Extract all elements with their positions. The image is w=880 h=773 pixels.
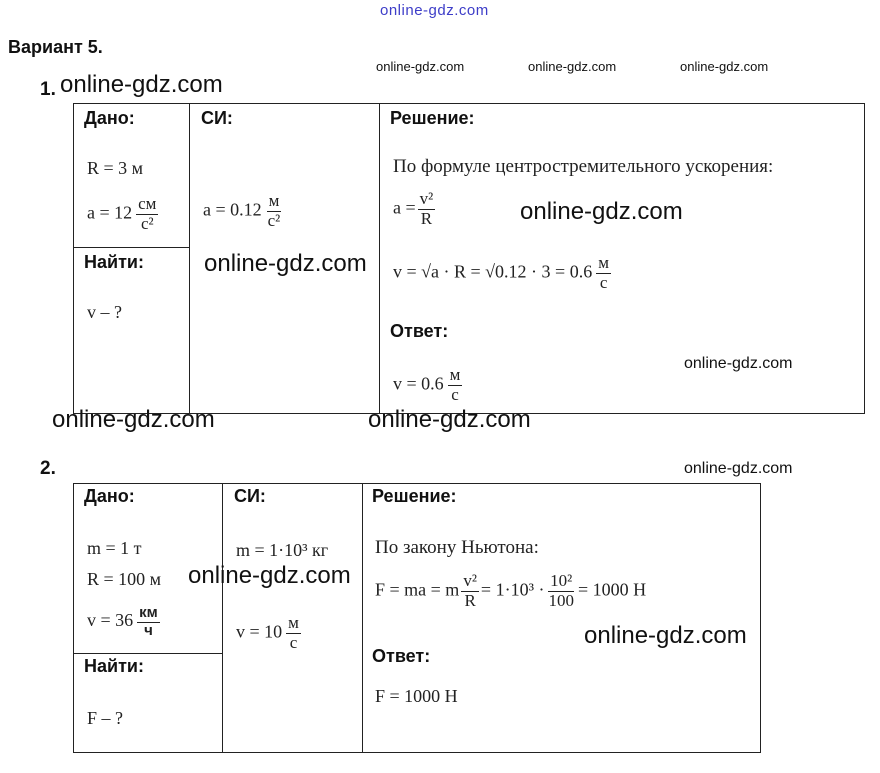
formula-force: F = ma = m $\frac{\text{v²}}{R}$ = 1·10³ · $\frac{\text{10²}}{100}$ = 1000 Н — [375, 571, 647, 610]
watermark: online-gdz.com — [52, 406, 215, 433]
watermark: online-gdz.com — [188, 562, 351, 589]
problem-number: 2. — [40, 458, 56, 479]
si-mass: m = 1·10³ кг — [236, 540, 329, 560]
watermark: online-gdz.com — [528, 59, 617, 74]
find-value: v – ? — [87, 302, 122, 322]
problem-number: 1. — [40, 79, 56, 100]
answer-header: Ответ: — [390, 321, 449, 341]
watermark: online-gdz.com — [680, 59, 769, 74]
watermark: online-gdz.com — [204, 250, 367, 277]
answer-value: v = 0.6 м с — [393, 365, 461, 404]
watermark-header[interactable]: online-gdz.com — [380, 2, 489, 19]
si-velocity: v = 10 м с — [236, 613, 299, 652]
find-header: Найти: — [84, 252, 144, 272]
column-divider — [222, 483, 223, 753]
answer-header: Ответ: — [372, 646, 431, 666]
watermark: online-gdz.com — [684, 460, 793, 477]
watermark: online-gdz.com — [376, 59, 465, 74]
watermark: online-gdz.com — [60, 71, 223, 98]
formula-acceleration: a = $\frac{\text{v²}}{R}$ — [393, 189, 434, 228]
solution-text: По закону Ньютона: — [375, 537, 539, 558]
solution-header: Решение: — [390, 108, 475, 128]
given-radius: R = 3 м — [87, 158, 144, 178]
given-velocity: v = 36 км ч — [87, 604, 158, 639]
column-divider — [362, 483, 363, 753]
watermark: online-gdz.com — [368, 406, 531, 433]
watermark: online-gdz.com — [584, 622, 747, 649]
formula-velocity: v = √a · R = √0.12 · 3 = 0.6 м с — [393, 253, 609, 292]
given-acceleration: a = 12 см с² — [87, 194, 157, 233]
column-divider — [189, 103, 190, 414]
solution-header: Решение: — [372, 486, 457, 506]
si-header: СИ: — [201, 108, 233, 128]
find-value: F – ? — [87, 708, 123, 728]
find-header: Найти: — [84, 656, 144, 676]
given-header: Дано: — [84, 108, 135, 128]
si-acceleration: a = 0.12 м с² — [203, 191, 281, 230]
solution-text: По формуле центростремительного ускорения: — [393, 156, 774, 177]
watermark: online-gdz.com — [520, 198, 683, 225]
column-divider — [379, 103, 380, 414]
watermark: online-gdz.com — [684, 355, 793, 372]
problem2-table — [73, 483, 761, 753]
si-header: СИ: — [234, 486, 266, 506]
given-mass: m = 1 т — [87, 538, 142, 558]
given-radius: R = 100 м — [87, 569, 162, 589]
row-divider — [73, 653, 223, 654]
given-header: Дано: — [84, 486, 135, 506]
answer-value: F = 1000 Н — [375, 686, 458, 706]
row-divider — [73, 247, 190, 248]
page-title: Вариант 5. — [8, 37, 103, 57]
